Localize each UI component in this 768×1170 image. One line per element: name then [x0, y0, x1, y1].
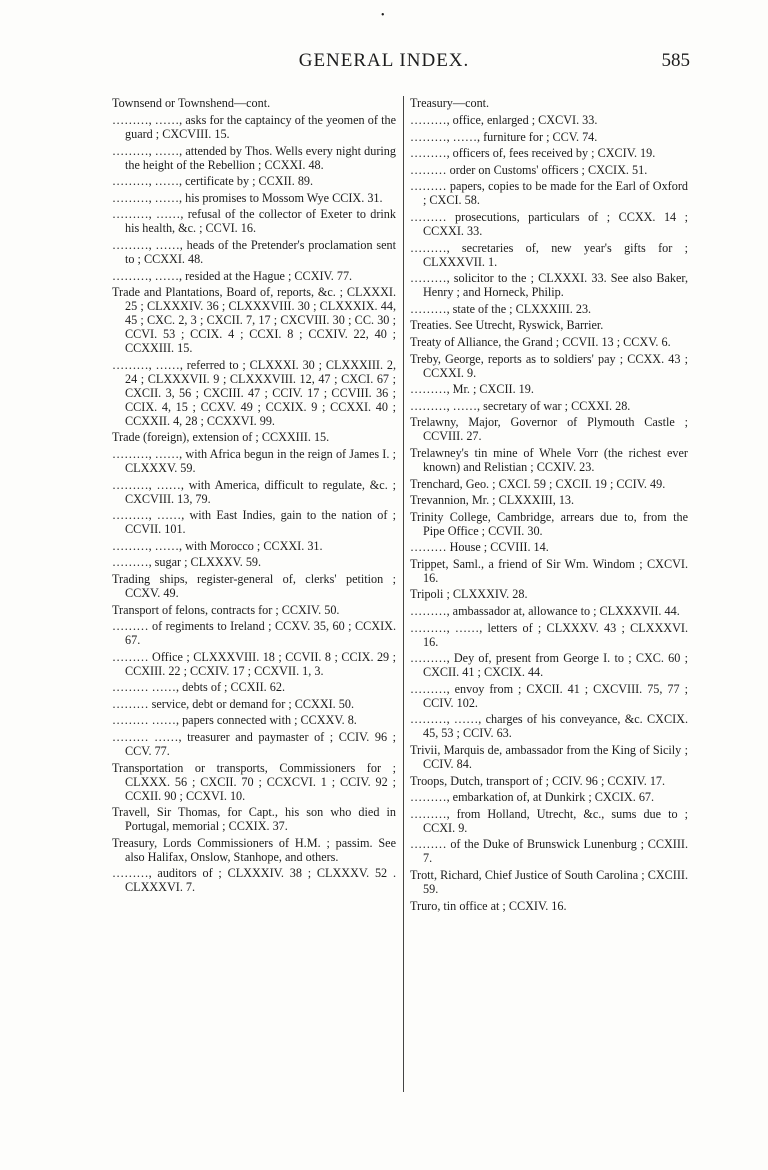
page-title: GENERAL INDEX.	[298, 50, 470, 71]
index-entry: Trott, Richard, Chief Justice of South Carolina ; CXCIII. 59.	[410, 868, 688, 896]
index-entry: Trelawny, Major, Governor of Plymouth Castle ; CCVIII. 27.	[410, 415, 688, 444]
index-entry: Troops, Dutch, transport of ; CCIV. 96 ; CCXIV. 17.	[410, 773, 666, 788]
index-entry: ………, ……, refusal of the collector of Exeter to drink his health, &c. ; CCVI. 16.	[112, 207, 396, 236]
index-entry: Treaties. See Utrecht, Ryswick, Barrier.	[410, 318, 604, 333]
index-entry: ……… prosecutions, particulars of ; CCXX. 14 ; CCXXI. 33.	[410, 209, 688, 238]
index-entry: Trelawney's tin mine of Whele Vorr (the richest ever known) and Relistian ; CCXIV. 23.	[410, 445, 688, 474]
index-entry: ………, ……, secretary of war ; CCXXI. 28.	[410, 398, 631, 413]
index-entry: ………, ……, resided at the Hague ; CCXIV. 77.	[112, 268, 353, 283]
index-entry: ………, from Holland, Utrecht, &c., sums due to ; CCXI. 9.	[410, 806, 688, 835]
index-entry: ………, ……, heads of the Pretender's proclamation sent to ; CCXXI. 48.	[112, 237, 396, 266]
index-entry: ………, ……, with America, difficult to regulate, &c. ; CXCVIII. 13, 79.	[112, 477, 396, 506]
index-entry: Transport of felons, contracts for ; CCXIV. 50.	[112, 602, 340, 617]
index-entry: ………, ……, furniture for ; CCV. 74.	[410, 129, 598, 144]
continued-heading: Treasury—cont.	[410, 96, 490, 110]
index-entry: ………, ……, asks for the captaincy of the yeomen of the guard ; CXCVIII. 15.	[112, 113, 396, 141]
index-entry: Transportation or transports, Commissioners for ; CLXXX. 56 ; CXCII. 70 ; CCXCVI. 1 ; CCIV. 92 ; CCXII. 90 ; CCXVI. 10.	[112, 760, 396, 803]
index-entry: ………, Dey of, present from George I. to ; CXC. 60 ; CXCII. 41 ; CXCIX. 44.	[410, 651, 688, 680]
index-entry: ……… House ; CCVIII. 14.	[410, 540, 549, 555]
index-entry: Tripoli ; CLXXXIV. 28.	[410, 587, 528, 602]
index-entry: Trevannion, Mr. ; CLXXXIII, 13.	[410, 493, 575, 508]
index-entry: Trinity College, Cambridge, arrears due to, from the Pipe Office ; CCVII. 30.	[410, 509, 688, 538]
index-entry: Treby, George, reports as to soldiers' pay ; CCXX. 43 ; CCXXI. 9.	[410, 351, 688, 380]
index-entry: Trippet, Saml., a friend of Sir Wm. Windom ; CXCVI. 16.	[410, 556, 688, 585]
index-entry: ……… papers, copies to be made for the Earl of Oxford ; CXCI. 58.	[410, 179, 688, 208]
right-column	[410, 96, 688, 915]
column-divider	[403, 96, 404, 1092]
index-entry: ………, secretaries of, new year's gifts for ; CLXXXVII. 1.	[410, 240, 688, 269]
index-entry: ………, auditors of ; CLXXXIV. 38 ; CLXXXV. 52 . CLXXXVI. 7.	[112, 866, 396, 895]
index-entry: ………, office, enlarged ; CXCVI. 33.	[410, 113, 598, 127]
index-entry: ………, Mr. ; CXCII. 19.	[410, 382, 534, 397]
index-entry: ……… service, debt or demand for ; CCXXI. 50.	[112, 696, 355, 711]
index-entry: ………, ……, attended by Thos. Wells every night during the height of the Rebellion ; CCXXI. 48.	[112, 143, 396, 172]
index-entry: ……… ……, papers connected with ; CCXXV. 8.	[112, 713, 357, 728]
index-entry: ………, ……, charges of his conveyance, &c. CXCIX. 45, 53 ; CCIV. 63.	[410, 712, 688, 741]
index-entry: Treasury, Lords Commissioners of H.M. ; passim. See also Halifax, Onslow, Stanhope, and others.	[112, 835, 396, 864]
index-entry: Truro, tin office at ; CCXIV. 16.	[410, 898, 567, 913]
left-column	[112, 96, 396, 897]
index-entry: Travell, Sir Thomas, for Capt., his son who died in Portugal, memorial ; CCXIX. 37.	[112, 805, 396, 834]
index-entry: ……… Office ; CLXXXVIII. 18 ; CCVII. 8 ; CCIX. 29 ; CCXIII. 22 ; CCXIV. 17 ; CCXVII. 1, 3.	[112, 649, 396, 678]
index-entry: ………, ……, certificate by ; CCXII. 89.	[112, 174, 314, 189]
index-entry: ………, ……, letters of ; CLXXXV. 43 ; CLXXXVI. 16.	[410, 620, 688, 649]
index-entry: Trade (foreign), extension of ; CCXXIII. 15.	[112, 430, 330, 445]
index-entry: ……… ……, debts of ; CCXII. 62.	[112, 680, 285, 695]
top-mark: •	[381, 10, 385, 21]
index-entry: ………, sugar ; CLXXXV. 59.	[112, 555, 262, 570]
index-entry: ………, solicitor to the ; CLXXXI. 33. See also Baker, Henry ; and Horneck, Philip.	[410, 271, 688, 300]
index-entry: ………, envoy from ; CXCII. 41 ; CXCVIII. 75, 77 ; CCIV. 102.	[410, 681, 688, 710]
index-entry: ………, ……, his promises to Mossom Wye CCIX. 31.	[112, 190, 383, 205]
index-entry: ………, ambassador at, allowance to ; CLXXXVII. 44.	[410, 604, 680, 619]
page-number: 585	[661, 50, 690, 71]
index-entry: ………, ……, with Morocco ; CCXXI. 31.	[112, 538, 323, 553]
index-entry: Treaty of Alliance, the Grand ; CCVII. 13 ; CCXV. 6.	[410, 334, 671, 349]
index-entry: ………, ……, with East Indies, gain to the nation of ; CCVII. 101.	[112, 508, 396, 537]
index-entry: ……… of the Duke of Brunswick Lunenburg ; CCXIII. 7.	[410, 837, 688, 866]
index-entry: ………, officers of, fees received by ; CXCIV. 19.	[410, 146, 656, 161]
index-entry: Trading ships, register-general of, clerks' petition ; CCXV. 49.	[112, 571, 396, 600]
index-entry: ……… of regiments to Ireland ; CCXV. 35, 60 ; CCXIX. 67.	[112, 619, 396, 648]
index-entry: Trivii, Marquis de, ambassador from the King of Sicily ; CCIV. 84.	[410, 743, 688, 772]
index-entry: Trenchard, Geo. ; CXCI. 59 ; CXCII. 19 ; CCIV. 49.	[410, 476, 666, 491]
index-entry: ………, embarkation of, at Dunkirk ; CXCIX. 67.	[410, 790, 655, 805]
index-entry: Trade and Plantations, Board of, reports, &c. ; CLXXXI. 25 ; CLXXXIV. 36 ; CLXXXVIII. 30 ; CLXXXIX. 44, 45 ; CXC. 2, 3 ; CXCII. 7, 17 ; CXCVIII. 30 ; CC. 30 ; CCVI. 53 ; CCIX. 4 ; CCXI. 8 ; CCXIV. 22, 40 ; CCXXIII. 15.	[112, 285, 396, 356]
index-entry: ………, ……, referred to ; CLXXXI. 30 ; CLXXXIII. 2, 24 ; CLXXXVII. 9 ; CLXXXVIII. 12, 47 ; CXCI. 67 ; CXCII. 3, 56 ; CXCIII. 47 ; CCIV. 17 ; CCVIII. 36 ; CCIX. 4, 15 ; CCXV. 49 ; CCXIX. 9 ; CCXXI. 40 ; CCXXII. 4, 28 ; CCXXVI. 99.	[112, 357, 396, 428]
continued-heading: Townsend or Townshend—cont.	[112, 96, 271, 110]
index-entry: ………, state of the ; CLXXXIII. 23.	[410, 301, 592, 316]
index-entry: ……… order on Customs' officers ; CXCIX. 51.	[410, 162, 648, 177]
index-entry: ………, ……, with Africa begun in the reign of James I. ; CLXXXV. 59.	[112, 446, 396, 475]
index-entry: ……… ……, treasurer and paymaster of ; CCIV. 96 ; CCV. 77.	[112, 730, 396, 759]
